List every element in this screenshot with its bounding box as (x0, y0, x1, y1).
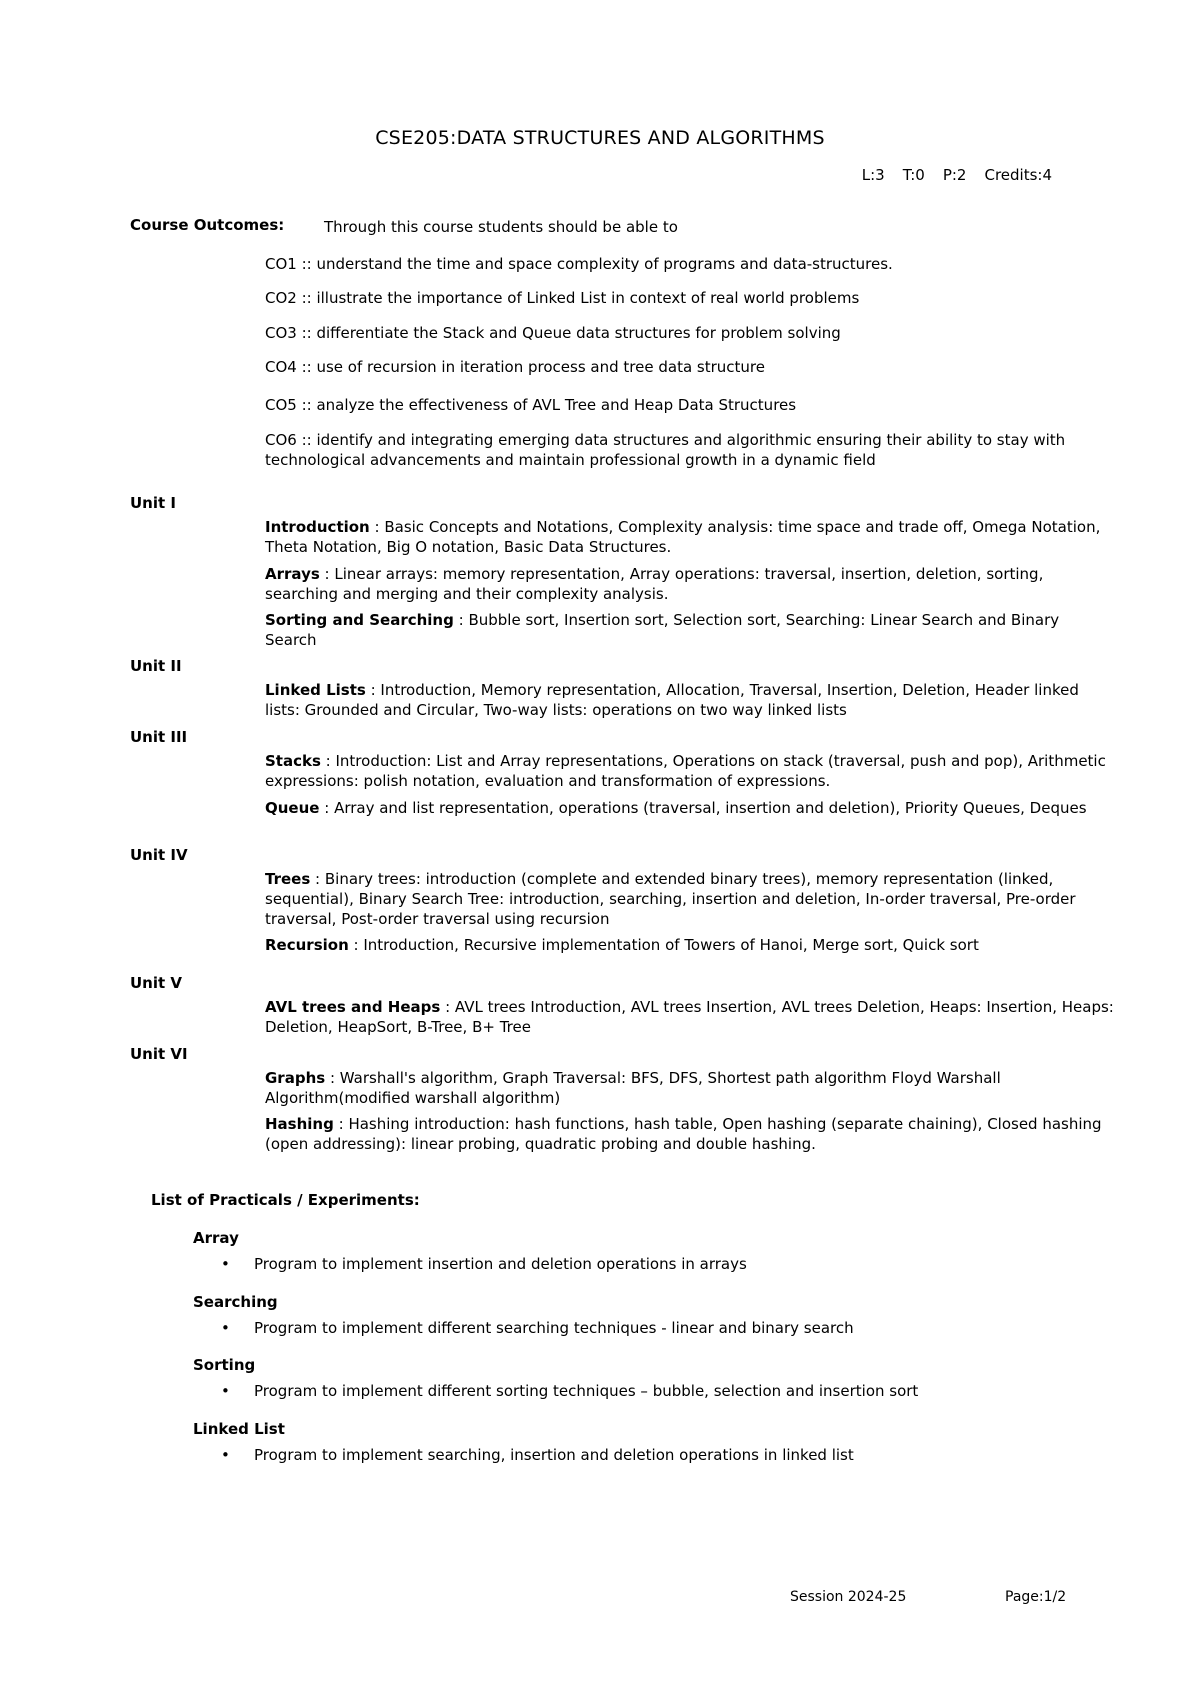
practical-item: Program to implement different searching techniques - linear and binary search (254, 1319, 854, 1337)
practical-item: Program to implement searching, insertion and deletion operations in linked list (254, 1446, 854, 1464)
topic-heading: Stacks (265, 752, 321, 770)
practical-heading: Array (193, 1229, 239, 1247)
unit-label: Unit V (130, 974, 183, 992)
topic-heading: Arrays (265, 565, 320, 583)
tutorial-hours: T:0 (902, 166, 925, 184)
topic-body: Binary trees: introduction (complete and extended binary trees), memory representation (linked, sequential), Binary Search Tree: introduction, searching, insertion and deletion, In-order traversal, Pre-order traversal, Post-order traversal using recursion (265, 870, 1076, 928)
topic-heading: AVL trees and Heaps (265, 998, 441, 1016)
course-title: CSE205:DATA STRUCTURES AND ALGORITHMS (375, 127, 825, 149)
course-outcome: CO3 :: differentiate the Stack and Queue data structures for problem solving (265, 324, 841, 342)
topic-separator: : (440, 998, 455, 1016)
practical-item: Program to implement different sorting techniques – bubble, selection and insertion sort (254, 1382, 919, 1400)
topic-body: Bubble sort, Insertion sort, Selection sort, Searching: Linear Search and Binary Search (265, 611, 1060, 649)
course-outcomes-intro: Through this course students should be able to (324, 218, 678, 236)
unit-topic (265, 1114, 1115, 1154)
practical-heading: Sorting (193, 1356, 256, 1374)
credits: Credits:4 (984, 166, 1052, 184)
unit-label: Unit I (130, 494, 176, 512)
topic-heading: Sorting and Searching (265, 611, 454, 629)
topic-body: AVL trees Introduction, AVL trees Insertion, AVL trees Deletion, Heaps: Insertion, Heaps: Deletion, HeapSort, B-Tree, B+ Tree (265, 998, 1114, 1036)
bullet-marker: • (221, 1319, 230, 1337)
practicals-title: List of Practicals / Experiments: (151, 1191, 420, 1209)
unit-topic (265, 798, 1115, 818)
topic-heading: Linked Lists (265, 681, 366, 699)
topic-heading: Introduction (265, 518, 370, 536)
topic-body: Introduction, Recursive implementation of Towers of Hanoi, Merge sort, Quick sort (363, 936, 979, 954)
practical-heading: Searching (193, 1293, 278, 1311)
course-outcome: CO5 :: analyze the effectiveness of AVL Tree and Heap Data Structures (265, 396, 797, 414)
practical-heading: Linked List (193, 1420, 285, 1438)
topic-body: Linear arrays: memory representation, Array operations: traversal, insertion, deletion, sorting, searching and merging and their complexity analysis. (265, 565, 1044, 603)
unit-topic (265, 517, 1115, 557)
practical-item: Program to implement insertion and deletion operations in arrays (254, 1255, 747, 1273)
topic-body: Introduction, Memory representation, Allocation, Traversal, Insertion, Deletion, Header linked lists: Grounded and Circular, Two-way lists: operations on two way linked lists (265, 681, 1079, 719)
bullet-marker: • (221, 1446, 230, 1464)
unit-topic (265, 997, 1115, 1037)
topic-body: Warshall's algorithm, Graph Traversal: BFS, DFS, Shortest path algorithm Floyd Warshall Algorithm(modified warshall algorithm) (265, 1069, 1001, 1107)
topic-separator: : (320, 752, 336, 770)
topic-separator: : (310, 870, 325, 888)
topic-heading: Trees (265, 870, 311, 888)
topic-body: Array and list representation, operations (traversal, insertion and deletion), Priority Queues, Deques (334, 799, 1087, 817)
unit-topic (265, 610, 1115, 650)
topic-separator: : (325, 1069, 340, 1087)
unit-label: Unit III (130, 728, 188, 746)
lecture-hours: L:3 (861, 166, 885, 184)
topic-separator: : (369, 518, 385, 536)
topic-body: Basic Concepts and Notations, Complexity analysis: time space and trade off, Omega Notation, Theta Notation, Big O notation, Basic Data Structures. (265, 518, 1101, 556)
topic-separator: : (319, 565, 335, 583)
topic-separator: : (319, 799, 335, 817)
topic-heading: Graphs (265, 1069, 326, 1087)
footer-session: Session 2024-25 (790, 1589, 907, 1605)
course-outcomes-label: Course Outcomes: (130, 216, 285, 234)
topic-separator: : (348, 936, 364, 954)
topic-body: Introduction: List and Array representations, Operations on stack (traversal, push and pop), Arithmetic expressions: polish notation, evaluation and transformation of expressions. (265, 752, 1106, 790)
credits-line (862, 166, 1052, 184)
footer-page-number: Page:1/2 (1005, 1589, 1067, 1605)
course-outcome: CO4 :: use of recursion in iteration process and tree data structure (265, 358, 765, 376)
topic-heading: Hashing (265, 1115, 334, 1133)
unit-topic (265, 564, 1115, 604)
bullet-marker: • (221, 1382, 230, 1400)
topic-separator: : (453, 611, 469, 629)
bullet-marker: • (221, 1255, 230, 1273)
unit-topic (265, 869, 1115, 929)
unit-topic (265, 935, 1115, 955)
topic-separator: : (333, 1115, 349, 1133)
unit-topic (265, 1068, 1115, 1108)
course-outcome: CO2 :: illustrate the importance of Linked List in context of real world problems (265, 289, 860, 307)
topic-body: Hashing introduction: hash functions, hash table, Open hashing (separate chaining), Closed hashing (open addressing): linear probing, quadratic probing and double hashing. (265, 1115, 1102, 1153)
course-outcome: CO6 :: identify and integrating emerging data structures and algorithmic ensuring their ability to stay with technological advancements and maintain professional growth in a dynamic field (265, 431, 1066, 469)
course-outcome: CO1 :: understand the time and space complexity of programs and data-structures. (265, 255, 893, 273)
unit-label: Unit VI (130, 1045, 188, 1063)
topic-heading: Recursion (265, 936, 349, 954)
unit-label: Unit IV (130, 846, 188, 864)
unit-topic (265, 751, 1115, 791)
practical-hours: P:2 (942, 166, 967, 184)
topic-separator: : (365, 681, 381, 699)
unit-label: Unit II (130, 657, 182, 675)
topic-heading: Queue (265, 799, 320, 817)
unit-topic (265, 680, 1115, 720)
